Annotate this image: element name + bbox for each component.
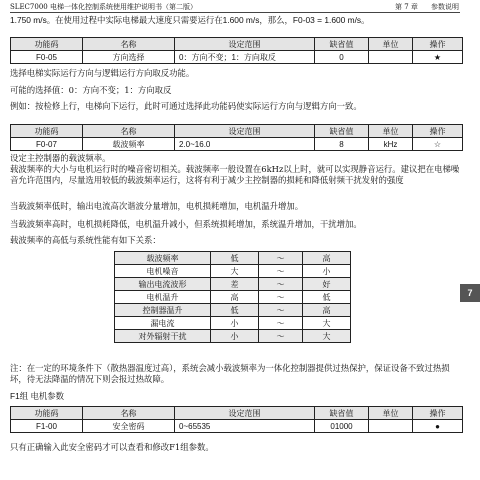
last-desc: 只有正确输入此安全密码才可以查看和修改F1组参数。 (10, 442, 214, 452)
param-default: 0 (315, 51, 369, 64)
cf-desc-1: 设定主控制器的载波频率。 (10, 153, 111, 163)
cf-desc-5: 载波频率的高低与系统性能有如下关系： (10, 235, 161, 245)
group-title-f1: F1组 电机参数 (10, 391, 64, 401)
header-section: 参数说明 (431, 3, 459, 11)
table-row: 输出电流波形 差 ～ 好 (115, 278, 351, 291)
dir-desc-1: 选择电梯实际运行方向与逻辑运行方向取反功能。 (10, 68, 195, 78)
col-op: 操作 (413, 125, 463, 138)
param-code: F1-00 (11, 420, 83, 433)
param-table-f0-05 (10, 37, 463, 64)
col-code: 功能码 (11, 125, 83, 138)
star-icon: ★ (413, 51, 463, 64)
col-unit: 单位 (369, 407, 413, 420)
param-code: F0-05 (11, 51, 83, 64)
param-table-f1-00 (10, 406, 463, 433)
col-unit: 单位 (369, 125, 413, 138)
col-code: 功能码 (11, 407, 83, 420)
param-range: 0~65535 (175, 420, 315, 433)
note-text: 注：在一定的环境条件下（散热器温度过高），系统会减小载波频率为一体化控制器提供过热保护，保证设备不致过热损坏，待无法降温的情况下则会报过热故障。 (10, 363, 450, 384)
star-outline-icon: ☆ (413, 138, 463, 151)
table-row: 控制器温升 低 ～ 高 (115, 304, 351, 317)
param-unit (369, 51, 413, 64)
header-chapter: 第 7 章 (395, 3, 418, 11)
col-range: 设定范围 (175, 38, 315, 51)
intro-line: 1.750 m/s。在使用过程中实际电梯最大速度只需要运行在1.600 m/s，那么，F0-03 = 1.600 m/s。 (10, 15, 370, 25)
header-title: SLEC7000 电梯一体化控制系统使用维护说明书（第二版） (10, 3, 197, 11)
param-unit (369, 420, 413, 433)
param-range: 2.0~16.0 (175, 138, 315, 151)
table-row: 漏电流 小 ～ 大 (115, 317, 351, 330)
param-unit: kHz (369, 138, 413, 151)
dir-desc-3: 例如：按检修上行，电梯向下运行，此时可通过选择此功能码使实际运行方向与逻辑方向一致。 (10, 101, 362, 111)
param-name: 载波频率 (83, 138, 175, 151)
param-name: 方向选择 (83, 51, 175, 64)
col-default: 缺省值 (315, 38, 369, 51)
param-range: 0：方向不变；1：方向取反 (175, 51, 315, 64)
carrier-relation-table (114, 251, 351, 343)
table-row: 对外辐射干扰 小 ～ 大 (115, 330, 351, 343)
chapter-tab: 7 (460, 284, 480, 302)
col-op: 操作 (413, 38, 463, 51)
dot-icon: ● (413, 420, 463, 433)
col-name: 名称 (83, 407, 175, 420)
col-default: 缺省值 (315, 407, 369, 420)
cf-desc-2: 载波频率的大小与电机运行时的噪音密切相关。载波频率一般设置在6kHz以上时，就可以实现静音运行。建议把在电梯噪音允许范围内，尽量选用较低的载波频率运行，这将有利于减少主控制器的损耗和降低射频干扰发射的强度 (10, 164, 460, 185)
param-name: 安全密码 (83, 420, 175, 433)
col-default: 缺省值 (315, 125, 369, 138)
table-row: 电机温升 高 ～ 低 (115, 291, 351, 304)
table-row: 电机噪音 大 ～ 小 (115, 265, 351, 278)
param-code: F0-07 (11, 138, 83, 151)
page-header (10, 1, 460, 13)
cf-desc-3: 当载波频率低时，输出电流高次谐波分量增加，电机损耗增加，电机温升增加。 (10, 201, 304, 211)
col-name: 名称 (83, 38, 175, 51)
col-name: 名称 (83, 125, 175, 138)
col-op: 操作 (413, 407, 463, 420)
param-default: 01000 (315, 420, 369, 433)
cf-desc-4: 当载波频率高时，电机损耗降低，电机温升减小，但系统损耗增加，系统温升增加，干扰增加。 (10, 219, 362, 229)
col-code: 功能码 (11, 38, 83, 51)
col-unit: 单位 (369, 38, 413, 51)
param-default: 8 (315, 138, 369, 151)
param-table-f0-07 (10, 124, 463, 151)
col-range: 设定范围 (175, 125, 315, 138)
col-range: 设定范围 (175, 407, 315, 420)
table-row: 载波频率 低 ～ 高 (115, 252, 351, 265)
dir-desc-2: 可能的选择值：0：方向不变；1：方向取反 (10, 85, 172, 95)
